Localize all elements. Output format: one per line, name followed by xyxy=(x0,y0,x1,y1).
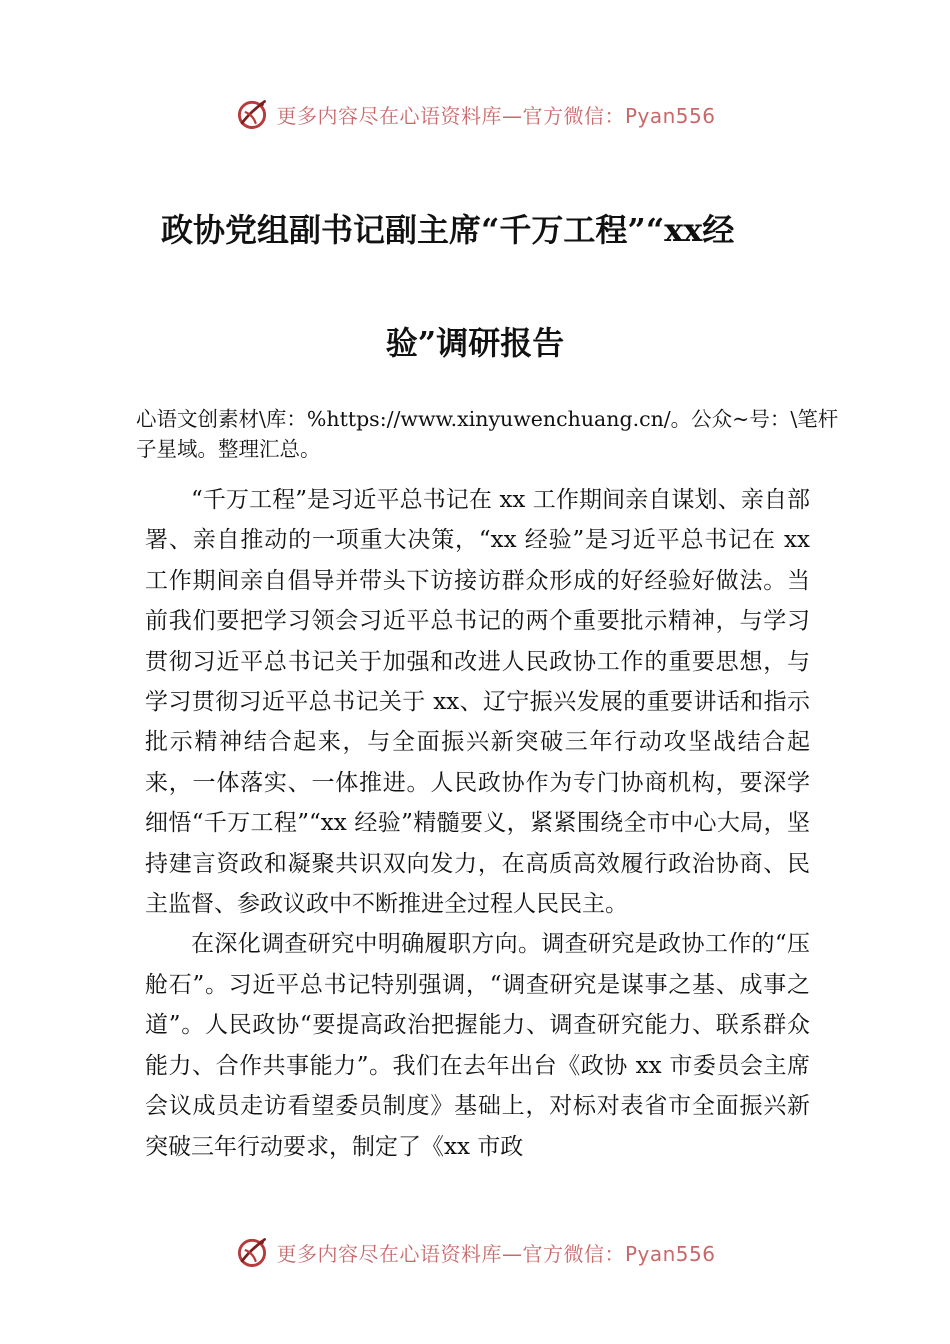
paragraph-2: 在深化调查研究中明确履职方向。调查研究是政协工作的“压舱石”。习近平总书记特别强调，“调查研究是谋事之基、成事之道”。人民政协“要提高政治把握能力、调查研究能力、联系群众能力、合作共事能力”。我们在去年出台《政协 xx 市委员会主席会议成员走访看望委员制度》基础上，对标对表省市全面振兴新突破三年行动要求，制定了《xx 市政 xyxy=(145,931,810,1160)
ink-brush-logo-icon xyxy=(234,96,270,132)
footer-watermark xyxy=(0,1230,950,1274)
header-watermark xyxy=(0,92,950,136)
title-line-1: 政协党组副书记副主席“千万工程”“xx经 xyxy=(161,211,735,249)
document-body xyxy=(145,480,810,1167)
source-note: 心语文创素材\库：%https://www.xinyuwenchuang.cn/。公众~号：\笔杆子星域。整理汇总。 xyxy=(136,407,839,461)
document-title xyxy=(145,205,845,255)
watermark-text: 更多内容尽在心语资料库—官方微信：Pyan556 xyxy=(276,1241,716,1266)
watermark-text: 更多内容尽在心语资料库—官方微信：Pyan556 xyxy=(276,103,716,128)
paragraph-1: “千万工程”是习近平总书记在 xx 工作期间亲自谋划、亲自部署、亲自推动的一项重大决策，“xx 经验”是习近平总书记在 xx 工作期间亲自倡导并带头下访接访群众形成的好经验好做法。当前我们要把学习领会习近平总书记的两个重要批示精神，与学习贯彻习近平总书记关于加强和改进人民政协工作的重要思想，与学习贯彻习近平总书记关于 xx、辽宁振兴发展的重要讲话和指示批示精神结合起来，与全面振兴新突破三年行动攻坚战结合起来，一体落实、一体推进。人民政协作为专门协商机构，要深学细悟“千万工程”“xx 经验”精髓要义，紧紧围绕全市中心大局，坚持建言资政和凝聚共识双向发力，在高质高效履行政治协商、民主监督、参政议政中不断推进全过程人民民主。 xyxy=(145,487,810,918)
ink-brush-logo-icon xyxy=(234,1234,270,1270)
title-line-2: 验”调研报告 xyxy=(385,324,565,362)
